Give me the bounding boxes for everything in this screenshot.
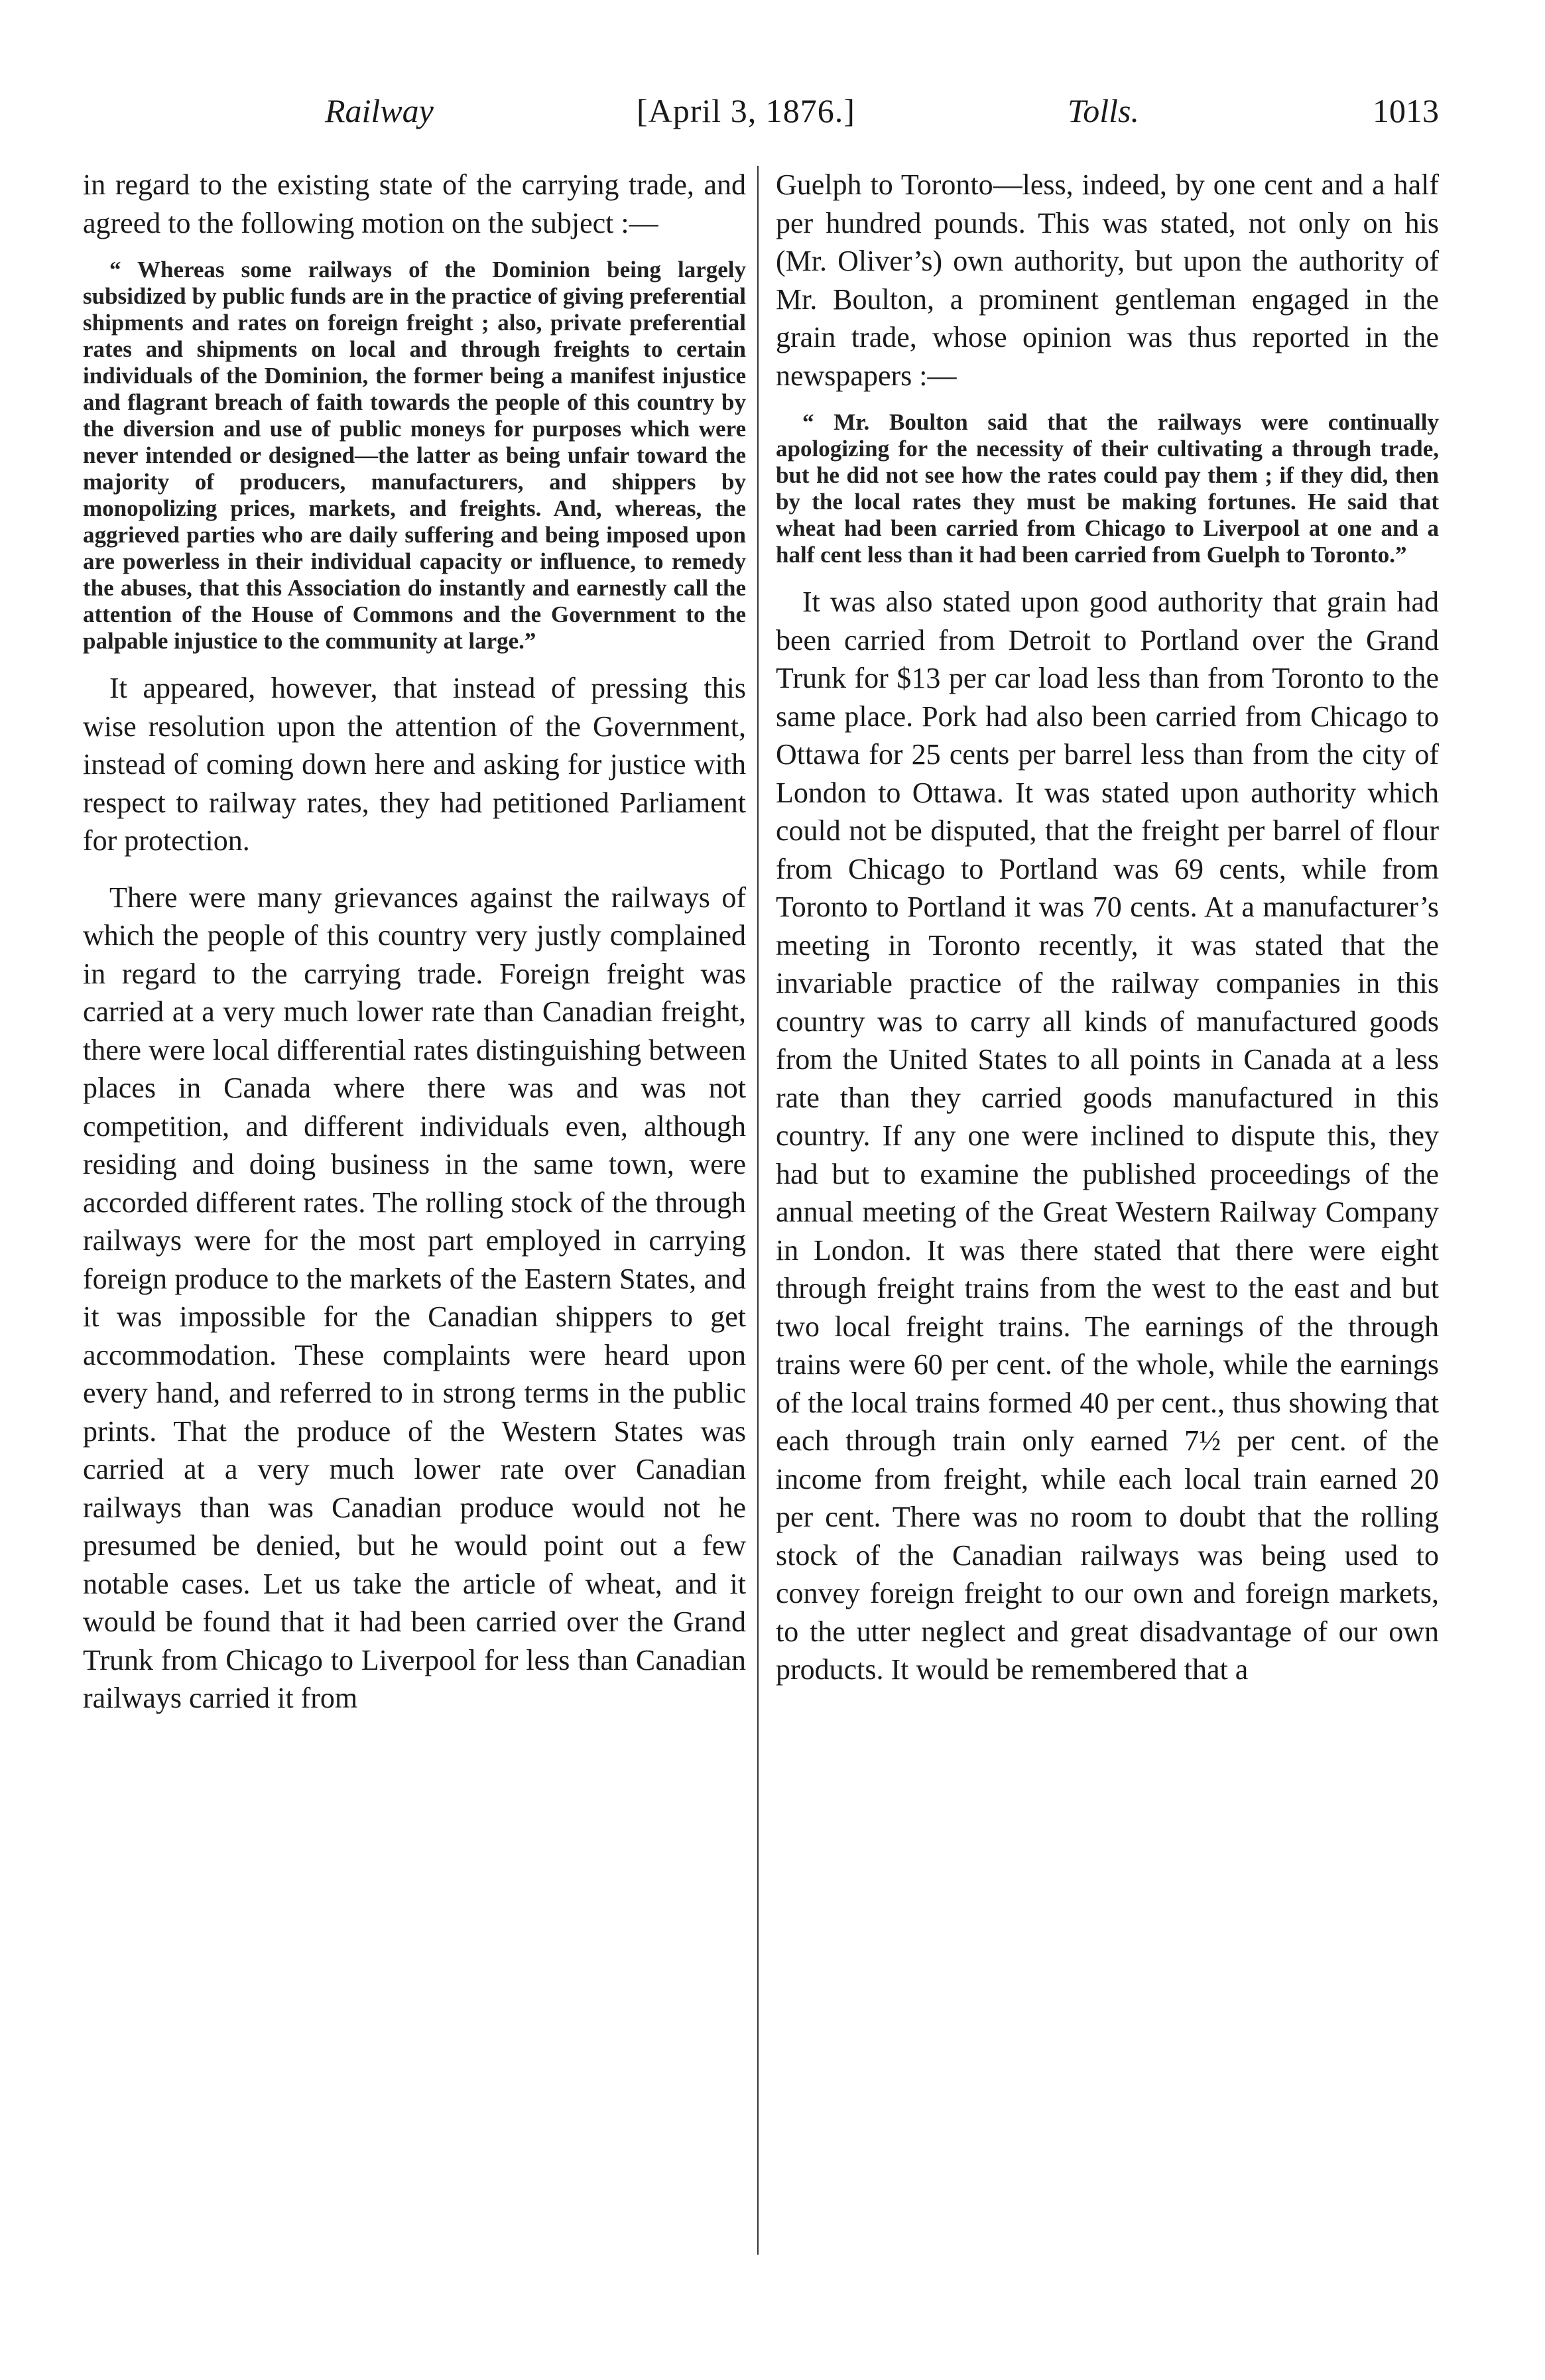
left-paragraph-2: It appeared, however, that instead of pressing this wise resolution upon the attention of the Government, instead of coming down here and asking for justice with respect to railway rates, they had petitioned Parliament for protection. <box>83 672 746 857</box>
column-divider <box>757 166 759 2255</box>
left-paragraph-3: There were many grievances against the railways of which the people of this country very justly complained in regard to the carrying trade. Foreign freight was carried at a very much lower rate than Canadian freight, there were local differential rates distinguishing between places in Canada where there was and was not competition, and different individuals even, although residing and doing business in the same town, were accorded different rates. The rolling stock of the through railways were for the most part employed in carrying foreign produce to the markets of the Eastern States, and it was impossible for the Canadian shippers to get accommodation. These complaints were heard upon every hand, and referred to in strong terms in the public prints. That the produce of the Western States was carried at a very much lower rate over Canadian railways than was Canadian produce would not he presumed be denied, but he would point out a few notable cases. Let us take the article of wheat, and it would be found that it had been carried over the Grand Trunk from Chicago to Liverpool for less than Canadian railways carried it from <box>83 881 746 1714</box>
header-left-title: Railway <box>325 92 434 129</box>
page-header <box>312 92 1439 145</box>
page-number: 1013 <box>1373 92 1439 129</box>
header-date: [April 3, 1876.] <box>637 92 855 129</box>
left-column <box>83 166 746 1718</box>
left-paragraph-1: in regard to the existing state of the carrying trade, and agreed to the following motion on the subject :— <box>83 168 746 239</box>
left-quote: “ Whereas some railways of the Dominion being largely subsidized by public funds are in the practice of giving preferential shipments and rates on foreign freight ; also, private preferential rates and shipments on local and through freights to certain individuals of the Dominion, the former being a manifest injustice and flagrant breach of faith towards the people of this country by the diversion and use of public moneys for purposes which were never intended or designed—the latter as being unfair toward the majority of producers, manufacturers, and shippers by monopolizing prices, markets, and freights. And, whereas, the aggrieved parties who are daily suffering and being imposed upon are powerless in their individual capacity or influence, to remedy the abuses, that this Association do instantly and earnestly call the attention of the House of Commons and the Government to the palpable injustice to the community at large.” <box>83 257 746 654</box>
right-column <box>776 166 1439 1689</box>
right-paragraph-2: It was also stated upon good authority that grain had been carried from Detroit to Portland over the Grand Trunk for $13 per car load less than from Toronto to the same place. Pork had also been carried from Chicago to Ottawa for 25 cents per barrel less than from the city of London to Ottawa. It was stated upon authority which could not be disputed, that the freight per barrel of flour from Chicago to Portland was 69 cents, while from Toronto to Portland it was 70 cents. At a manufacturer’s meeting in Toronto recently, it was stated that the invariable practice of the railway companies in this country was to carry all kinds of manufactured goods from the United States to all points in Canada at a less rate than they carried goods manufactured in this country. If any one were inclined to dispute this, they had but to examine the published proceedings of the annual meeting of the Great Western Railway Company in London. It was there stated that there were eight through freight trains from the west to the east and but two local freight trains. The earnings of the through trains were 60 per cent. of the whole, while the earnings of the local trains formed 40 per cent., thus showing that each through train only earned 7½ per cent. of the income from freight, while each local train earned 20 per cent. There was no room to doubt that the rolling stock of the Canadian railways was being used to convey foreign freight to our own and foreign markets, to the utter neglect and great disadvantage of our own products. It would be remembered that a <box>776 586 1439 1686</box>
right-paragraph-1: Guelph to Toronto—less, indeed, by one cent and a half per hundred pounds. This was stated, not only on his (Mr. Oliver’s) own authority, but upon the authority of Mr. Boulton, a prominent gentleman engaged in the grain trade, whose opinion was thus reported in the newspapers :— <box>776 168 1439 392</box>
header-right-title: Tolls. <box>1068 92 1139 129</box>
right-quote: “ Mr. Boulton said that the railways were continually apologizing for the necessity of their cultivating a through trade, but he did not see how the rates could pay them ; if they did, then by the local rates they must be making fortunes. He said that wheat had been carried from Chicago to Liverpool at one and a half cent less than it had been carried from Guelph to Toronto.” <box>776 409 1439 568</box>
